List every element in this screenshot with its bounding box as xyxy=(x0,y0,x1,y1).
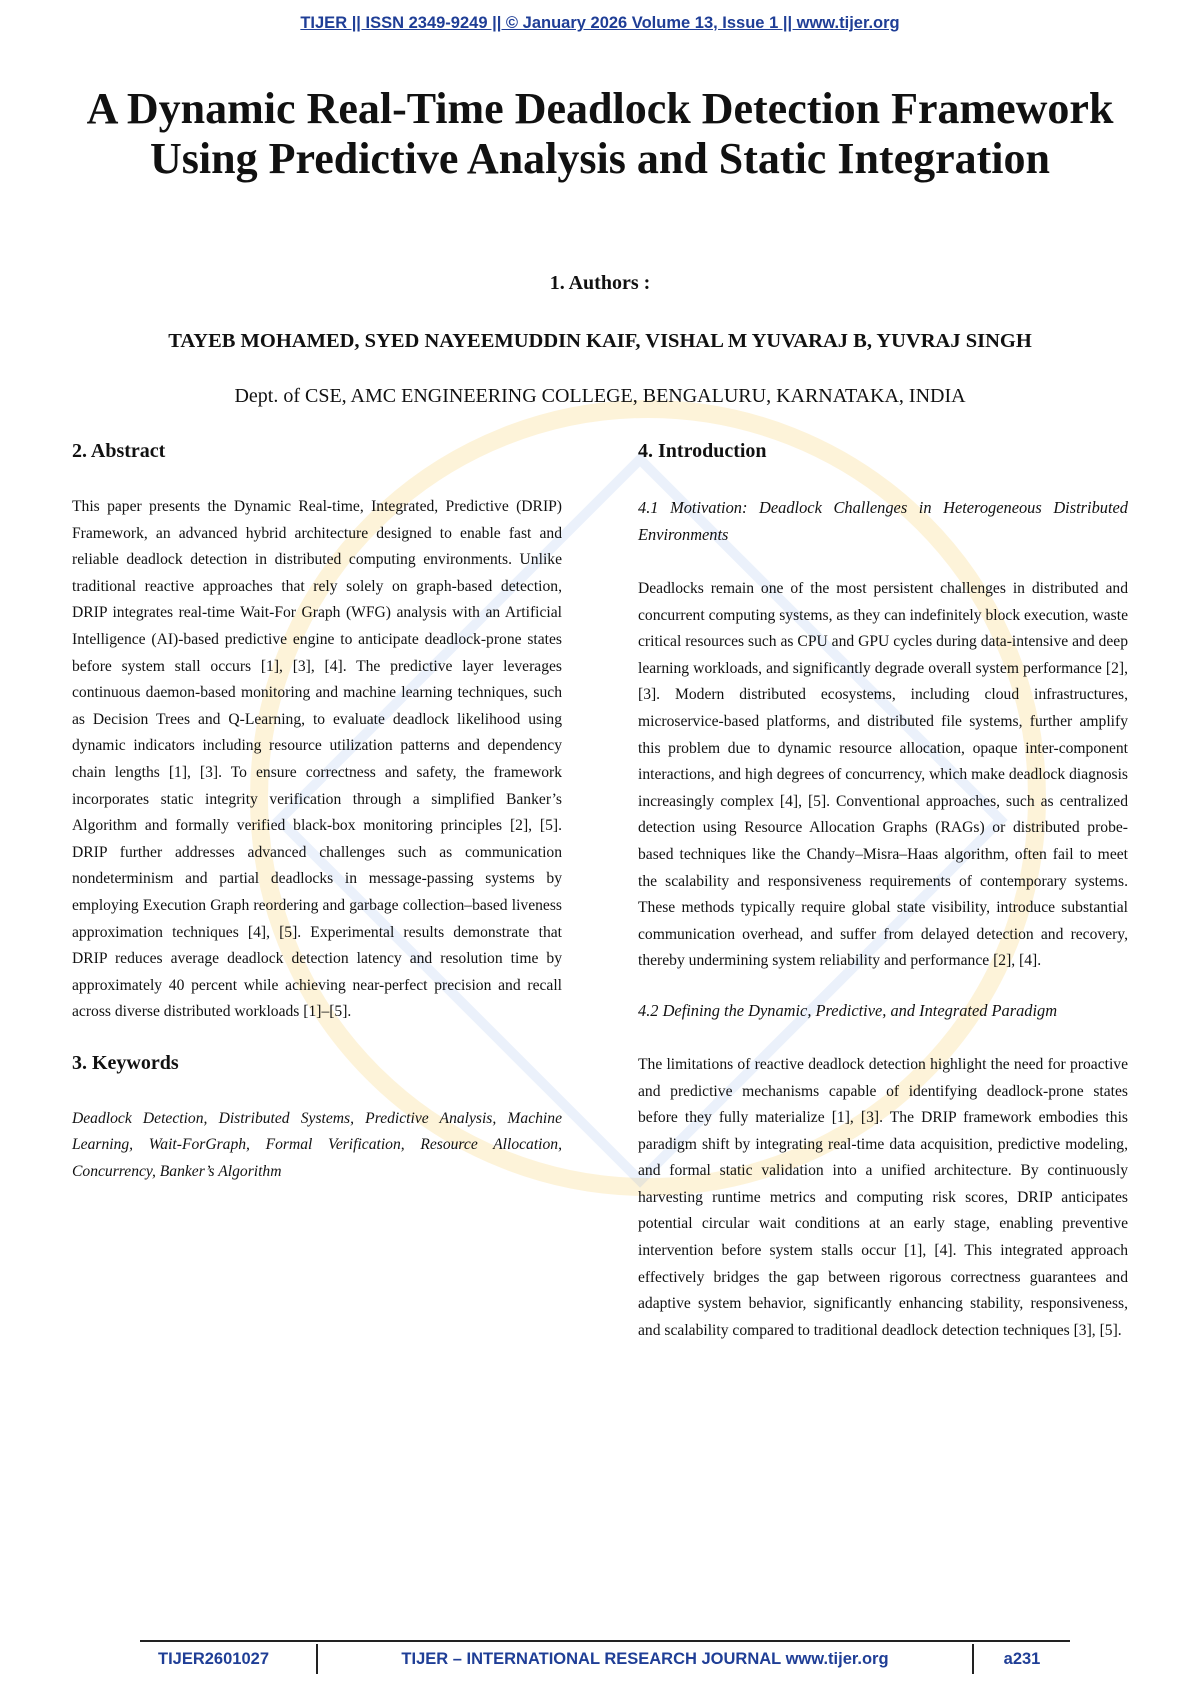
abstract-text: This paper presents the Dynamic Real-time, Integrated, Predictive (DRIP) Framework, an advanced hybrid architecture designed to enable fast and reliable deadlock detection in distributed computing environments. Unlike traditional reactive approaches that rely solely on graph-based detection, DRIP integrates real-time Wait-For Graph (WFG) analysis with an Artificial Intelligence (AI)-based predictive engine to anticipate deadlock-prone states before system stall occurs [1], [3], [4]. The predictive layer leverages continuous daemon-based monitoring and machine learning techniques, such as Decision Trees and Q-Learning, to evaluate deadlock likelihood using dynamic indicators including resource utilization patterns and dependency chain lengths [1], [3]. To ensure correctness and safety, the framework incorporates static integrity verification through a simplified Banker’s Algorithm and formally verified black-box monitoring principles [2], [5]. DRIP further addresses advanced challenges such as communication nondeterminism and partial deadlocks in message-passing systems by employing Execution Graph reordering and garbage collection–based liveness approximation techniques [4], [5]. Experimental results demonstrate that DRIP reduces average deadlock detection latency and resolution time by approximately 40 percent while achieving near-perfect precision and recall across diverse distributed workloads [1]–[5]. xyxy=(72,498,562,1021)
introduction-heading: 4. Introduction xyxy=(638,440,767,462)
right-column xyxy=(638,440,1128,1344)
paradigm-text: The limitations of reactive deadlock detection highlight the need for proactive and predictive mechanisms capable of identifying deadlock-prone states before they fully materialize [1], [3]. The DRIP framework embodies this paradigm shift by integrating real-time data acquisition, predictive modeling, and formal static validation into a unified architecture. By continuously harvesting runtime metrics and computing risk scores, DRIP anticipates potential circular wait conditions at an early stage, enabling preventive intervention before system stalls occur [1], [4]. This integrated approach effectively bridges the gap between rigorous correctness guarantees and adaptive system behavior, significantly enhancing stability, responsiveness, and scalability compared to traditional deadlock detection techniques [3], [5]. xyxy=(638,1055,1128,1339)
affiliation: Dept. of CSE, AMC ENGINEERING COLLEGE, BENGALURU, KARNATAKA, INDIA xyxy=(234,385,966,407)
footer-journal-name: TIJER – INTERNATIONAL RESEARCH JOURNAL xyxy=(401,1650,781,1668)
footer-website-link[interactable]: www.tijer.org xyxy=(785,1650,889,1668)
journal-header[interactable]: TIJER || ISSN 2349-9249 || © January 2026 Volume 13, Issue 1 || www.tijer.org xyxy=(300,14,900,32)
keywords-text: Deadlock Detection, Distributed Systems, Predictive Analysis, Machine Learning, Wait-ForGraph, Formal Verification, Resource Allocation, Concurrency, Banker’s Algorithm xyxy=(72,1109,562,1181)
paradigm-subheading: 4.2 Defining the Dynamic, Predictive, and Integrated Paradigm xyxy=(638,1000,1058,1020)
footer-page-number: a231 xyxy=(972,1644,1070,1674)
page-footer xyxy=(140,1640,1070,1676)
abstract-heading: 2. Abstract xyxy=(72,440,166,462)
motivation-subheading: 4.1 Motivation: Deadlock Challenges in Heterogeneous Distributed Environments xyxy=(638,498,1128,544)
paper-title: A Dynamic Real-Time Deadlock Detection Framework Using Predictive Analysis and Static Integration xyxy=(86,84,1114,183)
authors-heading: 1. Authors : xyxy=(549,272,651,294)
motivation-text: Deadlocks remain one of the most persistent challenges in distributed and concurrent computing systems, as they can indefinitely block execution, waste critical resources such as CPU and GPU cycles during data-intensive and deep learning workloads, and significantly degrade overall system performance [2], [3]. Modern distributed ecosystems, including cloud infrastructures, microservice-based platforms, and distributed file systems, further amplify this problem due to dynamic resource allocation, opaque inter-component interactions, and high degrees of concurrency, which make deadlock diagnosis increasingly complex [4], [5]. Conventional approaches, such as centralized detection using Resource Allocation Graphs (RAGs) or distributed probe-based techniques like the Chandy–Misra–Haas algorithm, often fail to meet the scalability and responsiveness requirements of contemporary systems. These methods typically require global state visibility, introduce substantial communication overhead, and suffer from delayed detection and recovery, thereby undermining system reliability and performance [2], [4]. xyxy=(638,580,1128,970)
keywords-heading: 3. Keywords xyxy=(72,1051,179,1074)
footer-journal xyxy=(316,1644,972,1674)
left-column xyxy=(72,440,562,1186)
author-names: TAYEB MOHAMED, SYED NAYEEMUDDIN KAIF, VISHAL M YUVARAJ B, YUVRAJ SINGH xyxy=(168,330,1032,352)
footer-paper-id: TIJER2601027 xyxy=(158,1650,269,1668)
